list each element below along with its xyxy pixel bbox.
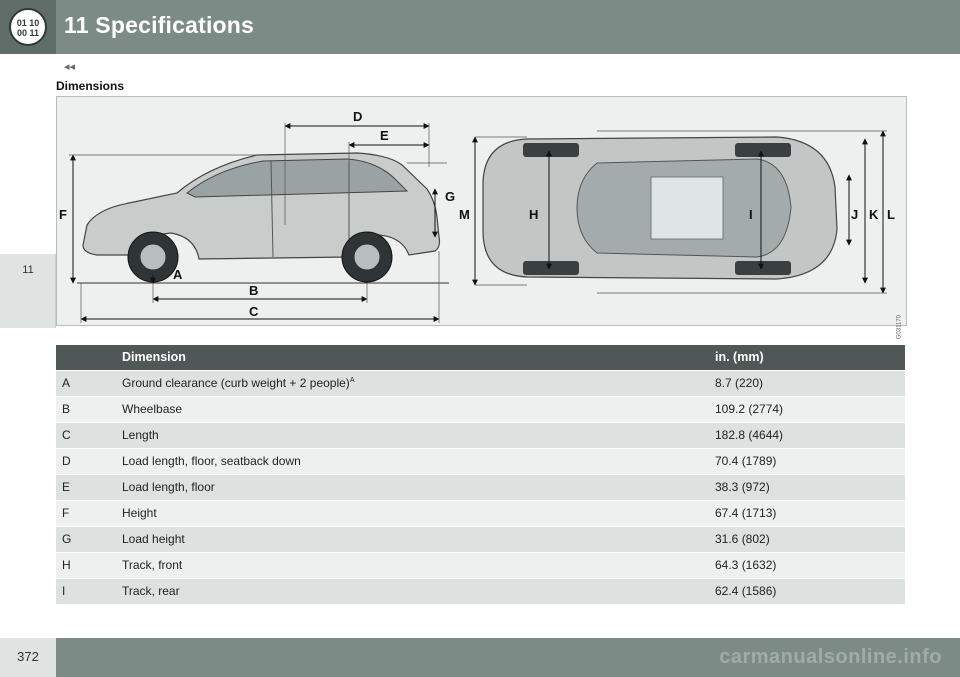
dimensions-table [56,345,905,604]
label-M: M [459,207,470,222]
label-A: A [173,267,183,282]
row-dimension: Length [116,422,709,448]
page-number: 372 [17,649,39,664]
row-key: G [56,526,116,552]
label-E: E [380,128,389,143]
row-key: D [56,448,116,474]
back-arrow-icon[interactable]: ◂◂ [64,61,76,73]
section-heading: Dimensions [56,79,125,93]
row-key: A [56,370,116,396]
row-value: 182.8 (4644) [709,422,905,448]
table-header-value: in. (mm) [709,345,905,370]
row-value: 31.6 (802) [709,526,905,552]
table-row [56,422,905,448]
label-C: C [249,304,259,319]
chapter-side-tab[interactable] [0,254,56,328]
table-row [56,474,905,500]
front-right-tire [523,261,579,275]
label-L: L [887,207,895,222]
watermark: carmanualsonline.info [719,646,942,668]
table-header-key [56,345,116,370]
label-F: F [59,207,67,222]
page-footer [0,638,960,677]
row-dimension: Load length, floor, seatback down [116,448,709,474]
row-value: 62.4 (1586) [709,578,905,604]
chapter-badge-icon [9,8,47,46]
table-row [56,370,905,396]
row-dimension-text: Ground clearance (curb weight + 2 people) [122,376,350,390]
label-G: G [445,189,456,204]
side-view-windows [187,159,407,197]
label-J: J [851,207,859,222]
chapter-badge-line-1: 01 10 [16,18,40,28]
row-key: F [56,500,116,526]
row-value: 64.3 (1632) [709,552,905,578]
row-dimension: Height [116,500,709,526]
dimensions-illustration [57,97,908,327]
label-K: K [869,207,879,222]
figure-code: G031170 [896,315,902,340]
row-dimension: Load height [116,526,709,552]
row-key: B [56,396,116,422]
table-header-dimension: Dimension [116,345,709,370]
top-view-sunroof [651,177,723,239]
rear-left-tire [735,143,791,157]
row-dimension [116,370,709,396]
row-dimension: Wheelbase [116,396,709,422]
chapter-title: 11 Specifications [64,12,255,38]
chapter-side-tab-label: 11 [22,264,34,276]
row-key: H [56,552,116,578]
footnote-marker: A [349,377,355,384]
label-B: B [249,283,259,298]
front-left-tire [523,143,579,157]
table-row [56,552,905,578]
row-dimension: Load length, floor [116,474,709,500]
row-dimension: Track, rear [116,578,709,604]
label-H: H [529,207,539,222]
page-number-tab [0,638,56,677]
rear-right-tire [735,261,791,275]
row-value: 38.3 (972) [709,474,905,500]
table-header-row [56,345,905,370]
row-value: 8.7 (220) [709,370,905,396]
row-key: C [56,422,116,448]
chapter-icon-tab [0,0,56,54]
table-row [56,448,905,474]
chapter-badge-line-2: 00 11 [16,28,40,38]
row-value: 109.2 (2774) [709,396,905,422]
dimensions-figure [56,96,907,340]
side-column [0,54,56,638]
label-I: I [749,207,753,222]
row-key: I [56,578,116,604]
row-key: E [56,474,116,500]
table-row [56,578,905,604]
label-D: D [353,109,363,124]
row-dimension: Track, front [116,552,709,578]
row-value: 70.4 (1789) [709,448,905,474]
table-row [56,396,905,422]
table-row [56,500,905,526]
table-row [56,526,905,552]
chapter-header [0,0,960,54]
row-value: 67.4 (1713) [709,500,905,526]
